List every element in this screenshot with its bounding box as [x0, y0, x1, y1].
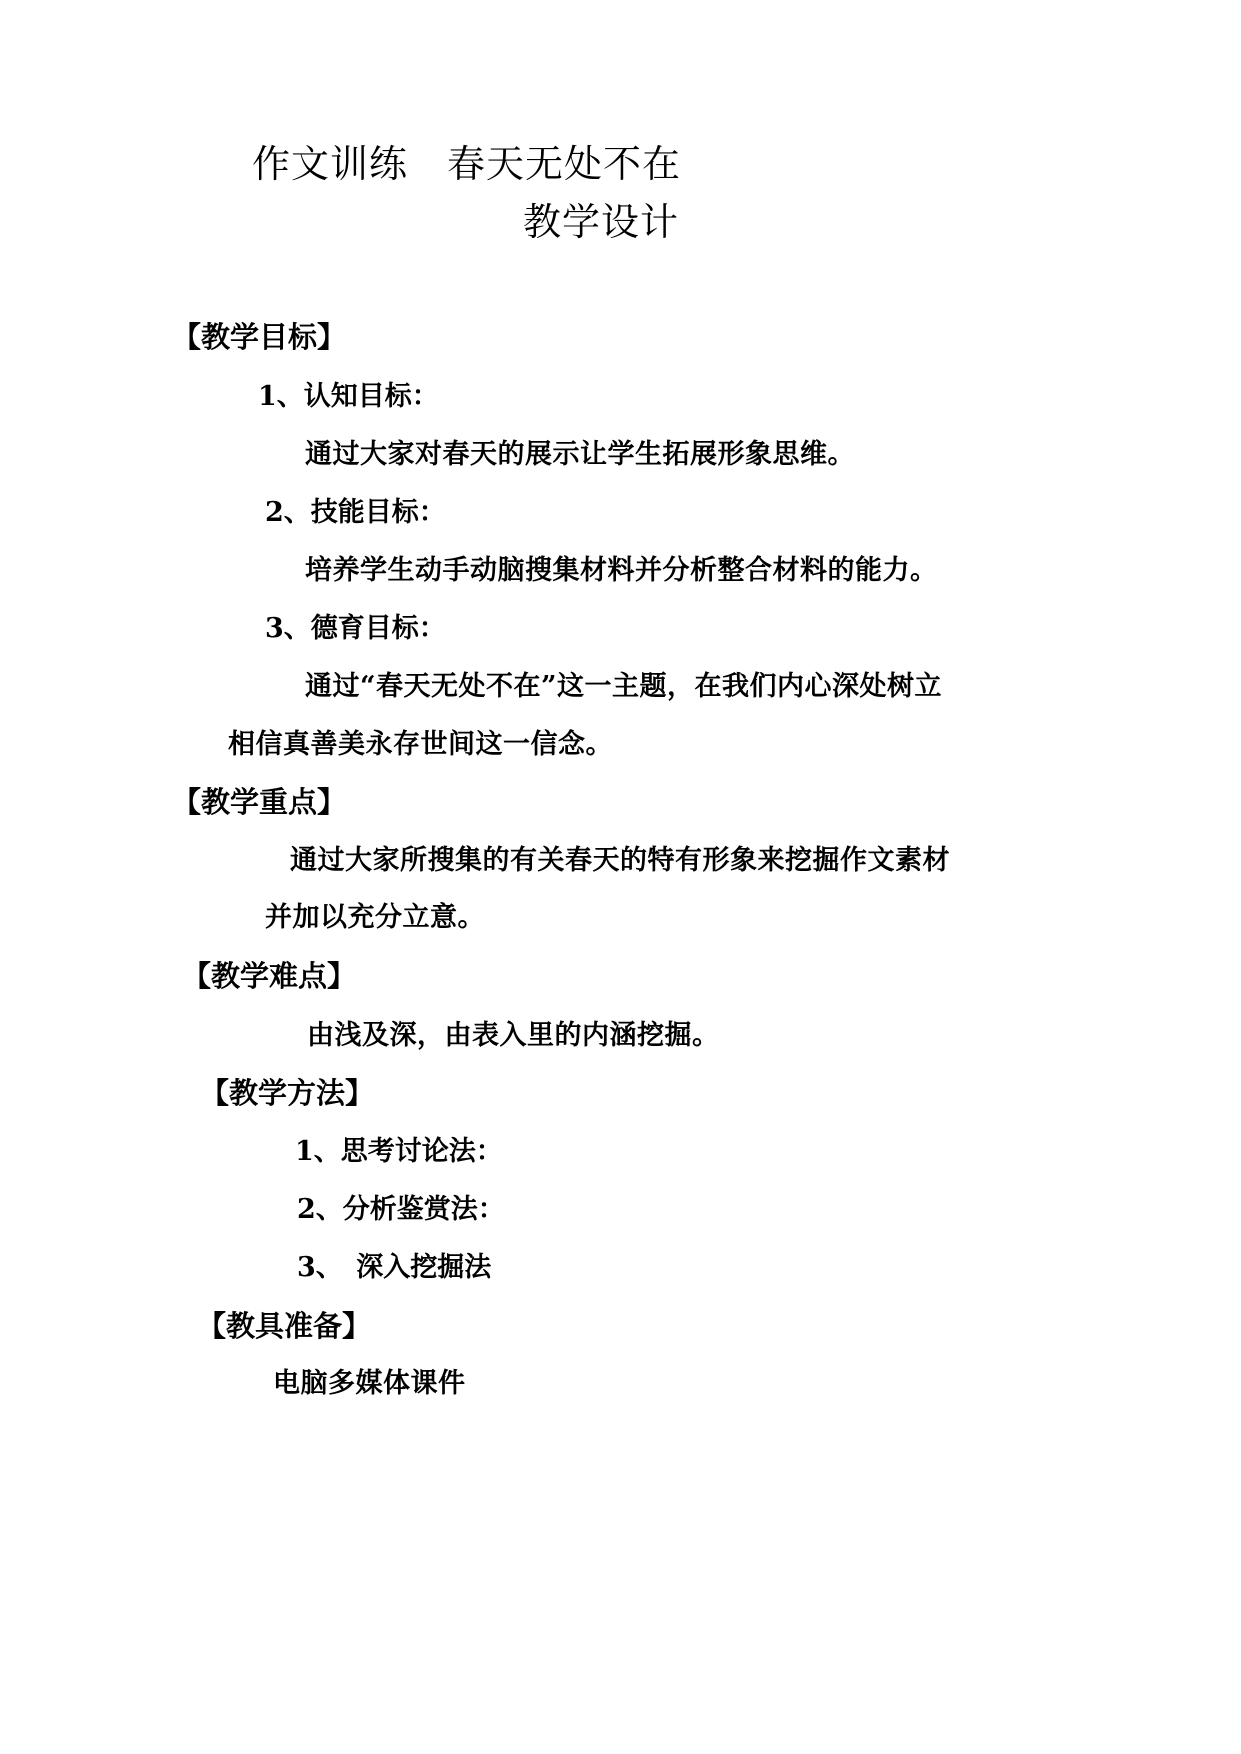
methods-heading: 【教学方法】: [200, 1076, 375, 1110]
objectives-heading: 【教学目标】: [172, 320, 347, 354]
skill-objective-text: 培养学生动手动脑搜集材料并分析整合材料的能力。: [305, 555, 938, 586]
difficulties-text: 由浅及深，由表入里的内涵挖掘。: [307, 1020, 720, 1051]
tools-heading: 【教具准备】: [197, 1309, 372, 1343]
skill-objective-label: 2、技能目标：: [265, 497, 446, 528]
cognitive-objective-label: 1、认知目标：: [258, 381, 439, 412]
document-title: 作文训练 春天无处不在: [252, 142, 682, 186]
document-subtitle: 教学设计: [523, 200, 680, 244]
moral-objective-text-line2: 相信真善美永存世间这一信念。: [228, 729, 613, 760]
method-item-1: 1、思考讨论法：: [295, 1136, 503, 1167]
method-item-2: 2、分析鉴赏法：: [297, 1194, 505, 1225]
key-points-text-line1: 通过大家所搜集的有关春天的特有形象来挖掘作文素材: [290, 845, 950, 876]
key-points-heading: 【教学重点】: [172, 785, 347, 819]
moral-objective-text-line1: 通过“春天无处不在”这一主题，在我们内心深处树立: [305, 671, 943, 702]
method-item-3: 3、 深入挖掘法: [297, 1252, 492, 1283]
cognitive-objective-text: 通过大家对春天的展示让学生拓展形象思维。: [305, 439, 855, 470]
tools-text: 电脑多媒体课件: [273, 1368, 466, 1399]
moral-objective-label: 3、德育目标：: [265, 613, 446, 644]
difficulties-heading: 【教学难点】: [182, 959, 357, 993]
key-points-text-line2: 并加以充分立意。: [265, 902, 485, 933]
